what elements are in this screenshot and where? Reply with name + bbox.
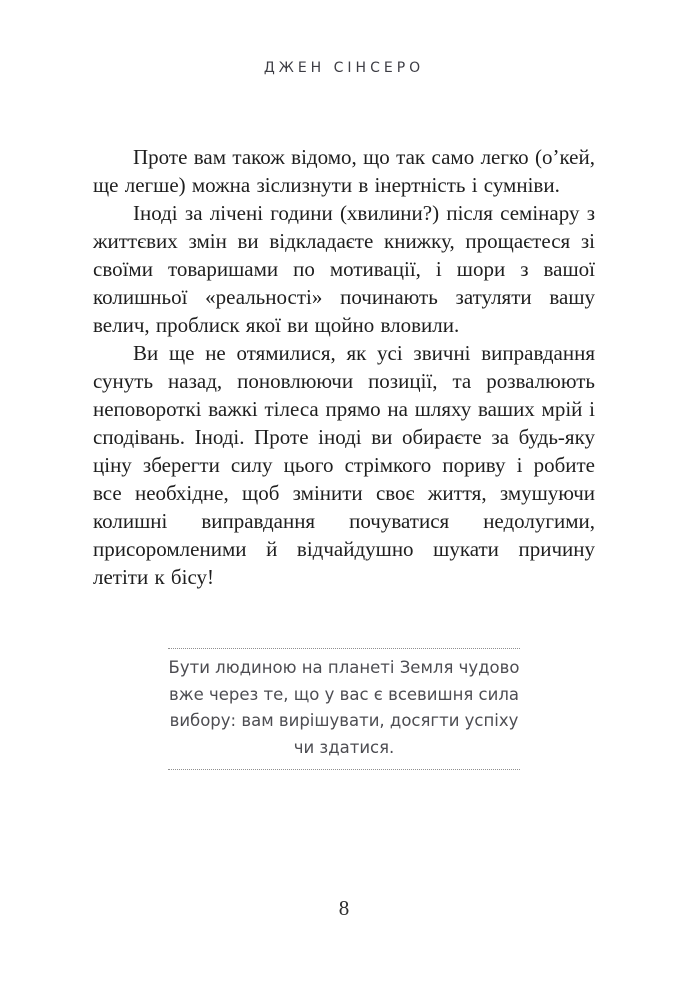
body-text <box>93 143 595 591</box>
pull-quote-line: Бути людиною на планеті Земля чудово <box>168 658 520 677</box>
pull-quote-line: вибору: вам вирішувати, досягти успіху <box>169 711 519 730</box>
paragraph-2: Іноді за лічені години (хвилини?) після семінару з життєвих змін ви відкладаєте книжку, прощаєтеся зі своїми товаришами по мотивації, і шори з вашої колишньої «реальності» починають затуляти вашу велич, проблиск якої ви щойно вловили. <box>93 201 595 337</box>
pull-quote-line: чи здатися. <box>293 737 395 757</box>
page-number: 8 <box>338 896 350 920</box>
pull-quote <box>168 648 520 770</box>
running-header: ДЖЕН СІНСЕРО <box>263 60 425 76</box>
paragraph-3: Ви ще не отямилися, як усі звичні виправдання сунуть назад, поновлюючи позиції, та розвалюють неповороткі важкі тілеса прямо на шляху ваших мрій і сподівань. Іноді. Проте іноді ви обираєте за будь-яку ціну зберегти силу цього стрімкого пориву і робите все необхідне, щоб змінити своє життя, змушуючи колишні виправдання почуватися недолугими, присоромленими й відчайдушно шукати причину летіти к бісу! <box>93 341 595 589</box>
pull-quote-line: вже через те, що у вас є всевишня сила <box>168 684 520 704</box>
paragraph-1: Проте вам також відомо, що так само легко (о’кей, ще легше) можна зіслизнути в інертність і сумніви. <box>93 145 595 197</box>
